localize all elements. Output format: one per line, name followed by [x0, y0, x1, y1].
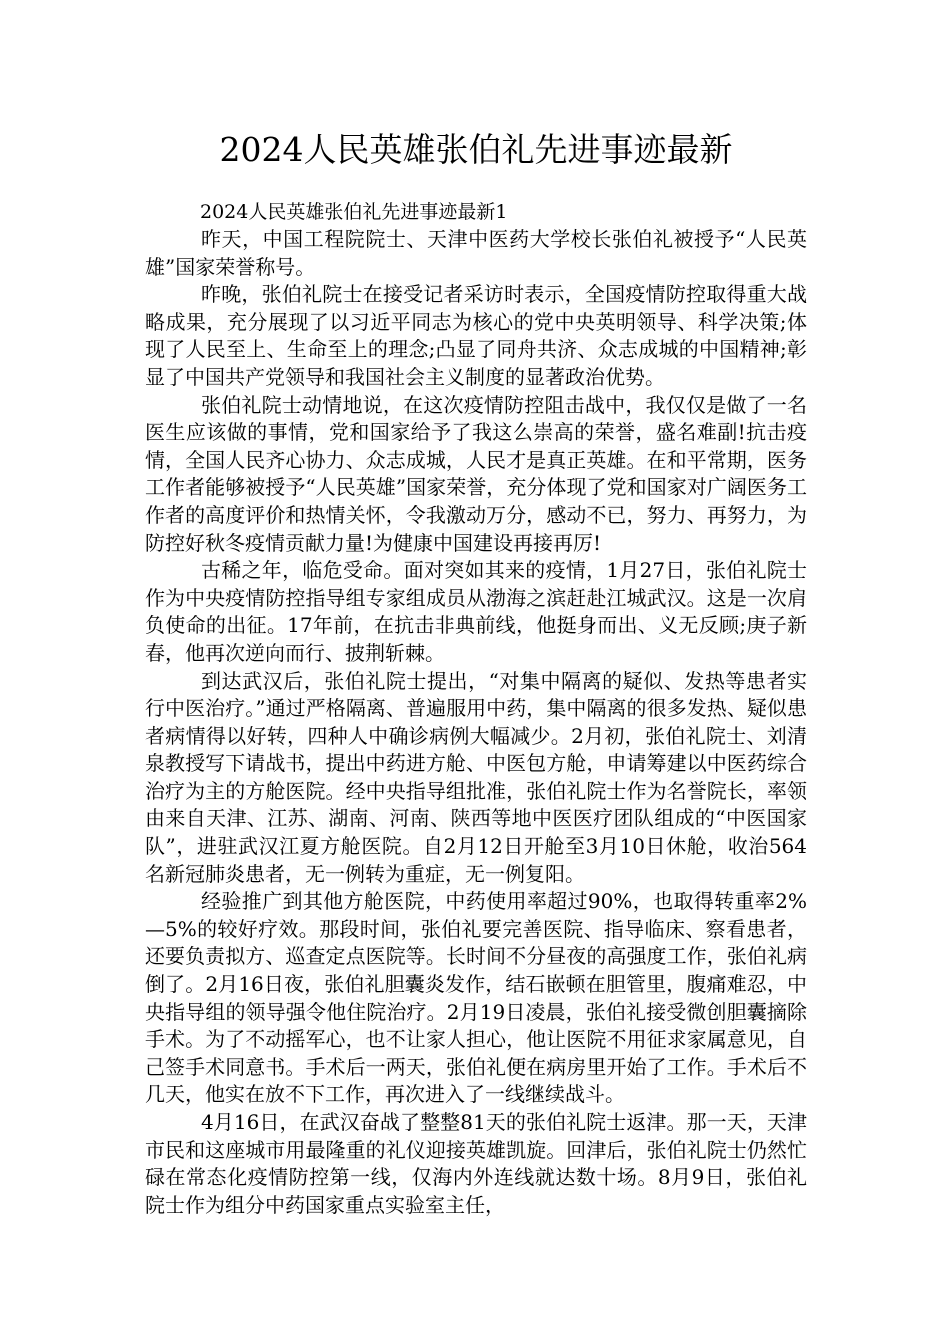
document-page	[145, 128, 807, 1219]
paragraph-2: 昨晚，张伯礼院士在接受记者采访时表示，全国疫情防控取得重大战略成果，充分展现了以习近平同志为核心的党中央英明领导、科学决策;体现了人民至上、生命至上的理念;凸显了同舟共济、众志成城的中国精神;彰显了中国共产党领导和我国社会主义制度的显著政治优势。	[145, 282, 807, 389]
paragraph-6: 经验推广到其他方舱医院，中药使用率超过90%，也取得转重率2%—5%的较好疗效。那段时间，张伯礼要完善医院、指导临床、察看患者，还要负责拟方、巡查定点医院等。长时间不分昼夜的高强度工作，张伯礼病倒了。2月16日夜，张伯礼胆囊炎发作，结石嵌顿在胆管里，腹痛难忍，中央指导组的领导强令他住院治疗。2月19日凌晨，张伯礼接受微创胆囊摘除手术。为了不动摇军心，也不让家人担心，他让医院不用征求家属意见，自己签手术同意书。手术后一两天，张伯礼便在病房里开始了工作。手术后不几天，他实在放不下工作，再次进入了一线继续战斗。	[145, 889, 807, 1107]
document-subtitle: 2024人民英雄张伯礼先进事迹最新1	[200, 201, 508, 223]
document-title: 2024人民英雄张伯礼先进事迹最新	[219, 130, 733, 169]
paragraph-3: 张伯礼院士动情地说，在这次疫情防控阻击战中，我仅仅是做了一名医生应该做的事情，党和国家给予了我这么崇高的荣誉，盛名难副!抗击疫情，全国人民齐心协力、众志成城，人民才是真正英雄。在和平常期，医务工作者能够被授予“人民英雄”国家荣誉，充分体现了党和国家对广阔医务工作者的高度评价和热情关怀，令我激动万分，感动不已，努力、再努力，为防控好秋冬疫情贡献力量!为健康中国建设再接再厉!	[145, 392, 807, 555]
paragraph-5: 到达武汉后，张伯礼院士提出，“对集中隔离的疑似、发热等患者实行中医治疗。”通过严格隔离、普遍服用中药，集中隔离的很多发热、疑似患者病情得以好转，四种人中确诊病例大幅减少。2月初，张伯礼院士、刘清泉教授写下请战书，提出中药进方舱、中医包方舱，申请筹建以中医药综合治疗为主的方舱医院。经中央指导组批准，张伯礼院士作为名誉院长，率领由来自天津、江苏、湖南、河南、陕西等地中医医疗团队组成的“中医国家队”，进驻武汉江夏方舱医院。自2月12日开舱至3月10日休舱，收治564名新冠肺炎患者，无一例转为重症，无一例复阳。	[145, 668, 807, 886]
paragraph-4: 古稀之年，临危受命。面对突如其来的疫情，1月27日，张伯礼院士作为中央疫情防控指导组专家组成员从渤海之滨赶赴江城武汉。这是一次肩负使命的出征。17年前，在抗击非典前线，他挺身而出、义无反顾;庚子新春，他再次逆向而行、披荆斩棘。	[145, 558, 807, 665]
paragraph-1: 昨天，中国工程院院士、天津中医药大学校长张伯礼被授予“人民英雄”国家荣誉称号。	[145, 227, 807, 279]
paragraph-7: 4月16日，在武汉奋战了整整81天的张伯礼院士返津。那一天，天津市民和这座城市用最隆重的礼仪迎接英雄凯旋。回津后，张伯礼院士仍然忙碌在常态化疫情防控第一线，仅海内外连线就达数十场。8月9日，张伯礼院士作为组分中药国家重点实验室主任，	[145, 1110, 807, 1217]
